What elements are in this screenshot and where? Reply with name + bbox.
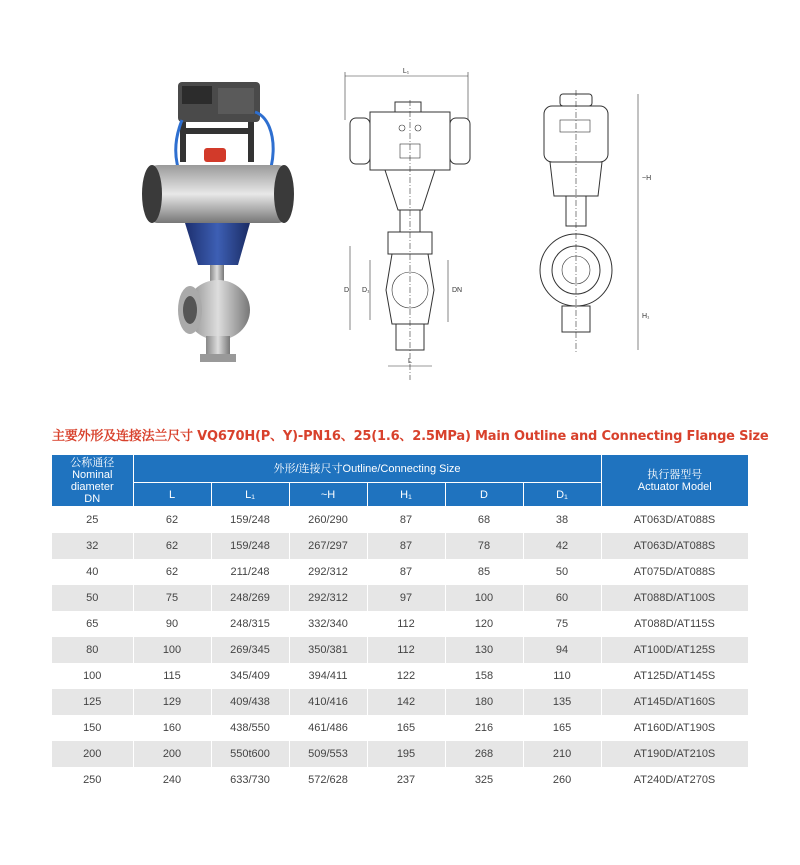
- subheader-D1: D₁: [523, 483, 601, 507]
- table-cell: 248/315: [211, 611, 289, 637]
- table-cell: 268: [445, 741, 523, 767]
- table-cell: 240: [133, 767, 211, 793]
- table-row: [52, 611, 748, 637]
- table-cell: AT088D/AT100S: [601, 585, 748, 611]
- table-row: [52, 585, 748, 611]
- table-cell: 87: [367, 559, 445, 585]
- table-cell: 165: [523, 715, 601, 741]
- table-cell: 332/340: [289, 611, 367, 637]
- section-title: 主要外形及连接法兰尺寸 VQ670H(P、Y)-PN16、25(1.6、2.5MPa) Main Outline and Connecting Flange Size: [52, 429, 769, 444]
- table-cell: 75: [523, 611, 601, 637]
- table-cell: 122: [367, 663, 445, 689]
- table-cell: 120: [445, 611, 523, 637]
- table-row: [52, 559, 748, 585]
- table-cell: 65: [52, 611, 133, 637]
- table-cell: 409/438: [211, 689, 289, 715]
- table-cell: 112: [367, 637, 445, 663]
- dim-label-H1: H₁: [642, 313, 650, 320]
- table-cell: 100: [133, 637, 211, 663]
- subheader-L: L: [133, 483, 211, 507]
- dim-label-D: D: [344, 287, 350, 294]
- table-cell: 38: [523, 507, 601, 534]
- table-cell: 62: [133, 507, 211, 534]
- table-cell: 159/248: [211, 533, 289, 559]
- subheader-D: D: [445, 483, 523, 507]
- dim-label-D1: D₁: [362, 287, 370, 294]
- table-row: [52, 767, 748, 793]
- table-cell: AT063D/AT088S: [601, 507, 748, 534]
- table-cell: AT063D/AT088S: [601, 533, 748, 559]
- table-cell: 158: [445, 663, 523, 689]
- header-actuator-model: [601, 455, 748, 507]
- dim-label-H: ~H: [642, 175, 652, 182]
- table-cell: 87: [367, 507, 445, 534]
- dim-label-L1: L₁: [402, 68, 410, 75]
- table-cell: 100: [445, 585, 523, 611]
- table-cell: AT125D/AT145S: [601, 663, 748, 689]
- table-cell: 85: [445, 559, 523, 585]
- table-cell: 260/290: [289, 507, 367, 534]
- table-cell: 115: [133, 663, 211, 689]
- table-row: [52, 507, 748, 534]
- table-cell: 165: [367, 715, 445, 741]
- table-cell: 112: [367, 611, 445, 637]
- table-cell: 78: [445, 533, 523, 559]
- table-cell: 350/381: [289, 637, 367, 663]
- table-cell: 160: [133, 715, 211, 741]
- dimension-table: [52, 455, 749, 793]
- table-cell: 216: [445, 715, 523, 741]
- table-cell: 260: [523, 767, 601, 793]
- table-cell: 110: [523, 663, 601, 689]
- table-cell: 50: [523, 559, 601, 585]
- table-cell: 200: [133, 741, 211, 767]
- table-cell: 195: [367, 741, 445, 767]
- table-cell: AT160D/AT190S: [601, 715, 748, 741]
- table-cell: AT100D/AT125S: [601, 637, 748, 663]
- table-row: [52, 715, 748, 741]
- dim-label-L: L: [408, 358, 412, 365]
- subheader-H: ~H: [289, 483, 367, 507]
- table-cell: AT190D/AT210S: [601, 741, 748, 767]
- table-row: [52, 689, 748, 715]
- header-nominal-en1: Nominal: [72, 468, 113, 481]
- table-cell: 142: [367, 689, 445, 715]
- table-cell: 159/248: [211, 507, 289, 534]
- table-cell: 94: [523, 637, 601, 663]
- table-cell: 633/730: [211, 767, 289, 793]
- header-actuator-cn: 执行器型号: [647, 468, 703, 481]
- dim-label-DN: DN: [452, 287, 463, 294]
- table-cell: 90: [133, 611, 211, 637]
- header-actuator-en: Actuator Model: [637, 480, 712, 493]
- front-view-drawing: [330, 60, 500, 380]
- table-cell: 237: [367, 767, 445, 793]
- side-view-drawing: [520, 90, 660, 360]
- header-nominal-cn: 公称通径: [70, 456, 115, 469]
- table-cell: 40: [52, 559, 133, 585]
- table-cell: 180: [445, 689, 523, 715]
- table-cell: 572/628: [289, 767, 367, 793]
- table-cell: 325: [445, 767, 523, 793]
- table-cell: 68: [445, 507, 523, 534]
- table-row: [52, 533, 748, 559]
- table-cell: AT088D/AT115S: [601, 611, 748, 637]
- table-cell: 150: [52, 715, 133, 741]
- table-cell: 345/409: [211, 663, 289, 689]
- table-cell: 211/248: [211, 559, 289, 585]
- table-cell: 509/553: [289, 741, 367, 767]
- valve-product-photo: [130, 70, 310, 370]
- table-cell: 248/269: [211, 585, 289, 611]
- table-cell: 62: [133, 559, 211, 585]
- table-cell: 292/312: [289, 585, 367, 611]
- table-row: [52, 741, 748, 767]
- table-cell: 461/486: [289, 715, 367, 741]
- table-cell: 100: [52, 663, 133, 689]
- table-cell: 269/345: [211, 637, 289, 663]
- table-cell: 25: [52, 507, 133, 534]
- table-cell: 80: [52, 637, 133, 663]
- table-cell: 60: [523, 585, 601, 611]
- table-cell: 87: [367, 533, 445, 559]
- table-cell: AT240D/AT270S: [601, 767, 748, 793]
- subheader-L1: L₁: [211, 483, 289, 507]
- header-nominal-diameter: [52, 455, 133, 507]
- table-cell: 438/550: [211, 715, 289, 741]
- table-cell: 97: [367, 585, 445, 611]
- table-cell: AT145D/AT160S: [601, 689, 748, 715]
- table-cell: 292/312: [289, 559, 367, 585]
- table-cell: 200: [52, 741, 133, 767]
- table-cell: 210: [523, 741, 601, 767]
- table-cell: 130: [445, 637, 523, 663]
- table-cell: 42: [523, 533, 601, 559]
- table-cell: 129: [133, 689, 211, 715]
- table-cell: 32: [52, 533, 133, 559]
- table-row: [52, 637, 748, 663]
- subheader-H1: H₁: [367, 483, 445, 507]
- table-cell: 75: [133, 585, 211, 611]
- table-cell: 267/297: [289, 533, 367, 559]
- header-nominal-en2: diameter: [70, 480, 114, 493]
- table-cell: AT075D/AT088S: [601, 559, 748, 585]
- table-cell: 135: [523, 689, 601, 715]
- table-cell: 410/416: [289, 689, 367, 715]
- table-row: [52, 663, 748, 689]
- table-cell: 62: [133, 533, 211, 559]
- table-cell: 394/411: [289, 663, 367, 689]
- header-nominal-dn: DN: [84, 492, 101, 505]
- table-cell: 250: [52, 767, 133, 793]
- table-cell: 550t600: [211, 741, 289, 767]
- header-outline-size: 外形/连接尺寸Outline/Connecting Size: [133, 455, 601, 483]
- table-cell: 50: [52, 585, 133, 611]
- table-cell: 125: [52, 689, 133, 715]
